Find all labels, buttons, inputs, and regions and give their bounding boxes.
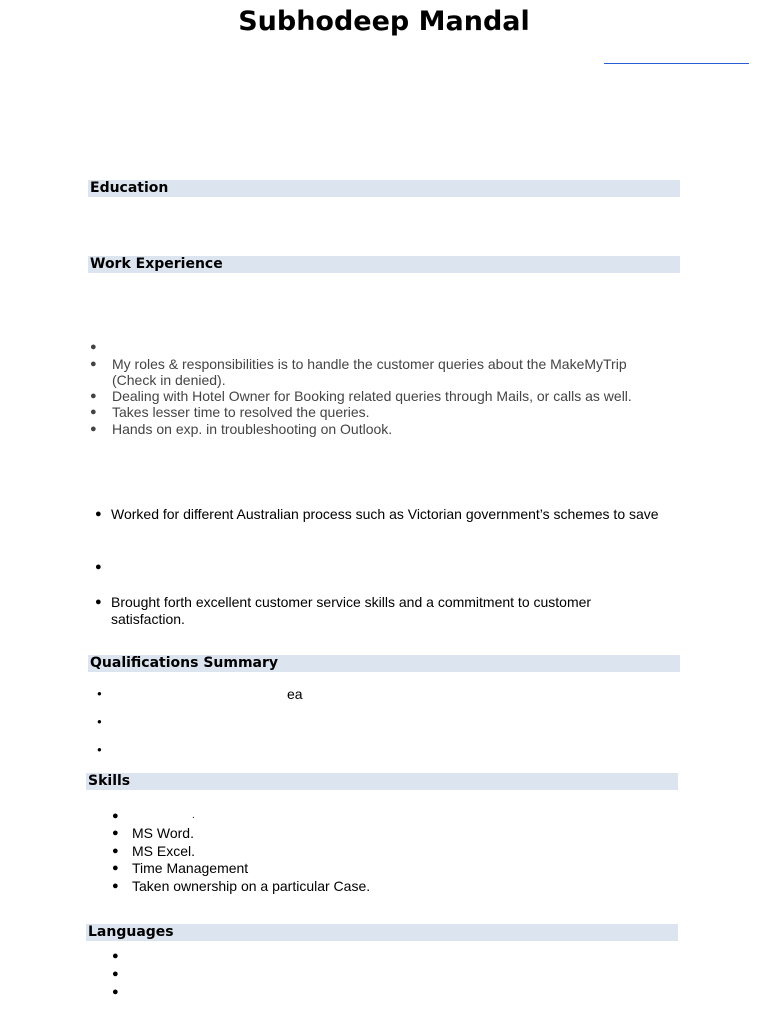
bullet-icon: ● xyxy=(90,406,97,418)
bullet-icon: ● xyxy=(95,596,102,608)
section-heading-education: Education xyxy=(88,180,680,197)
bullet-icon: ● xyxy=(112,862,119,874)
bullet-icon: ● xyxy=(95,508,102,520)
resume-name: Subhodeep Mandal xyxy=(238,6,530,37)
bullet-icon: ● xyxy=(90,341,97,353)
bullet-icon: ● xyxy=(95,561,102,573)
bullet-icon: ● xyxy=(112,968,119,980)
bullet-icon: ● xyxy=(112,986,119,998)
bullet-icon: ● xyxy=(112,950,119,962)
bullet-icon: ● xyxy=(90,423,97,435)
section-heading-work-experience: Work Experience xyxy=(88,256,680,273)
section-heading-languages: Languages xyxy=(86,924,678,941)
bullet-icon: ● xyxy=(112,810,119,822)
bullet-icon: ● xyxy=(90,358,97,370)
bullet-icon: ● xyxy=(97,689,102,698)
bullet-icon: ● xyxy=(112,845,119,857)
bullet-icon: ● xyxy=(97,717,102,726)
section-heading-skills: Skills xyxy=(86,773,678,790)
email-link-underline[interactable] xyxy=(604,63,749,64)
section-heading-qualifications: Qualifications Summary xyxy=(88,655,680,672)
bullet-icon: ● xyxy=(112,880,119,892)
bullet-icon: ● xyxy=(90,390,97,402)
bullet-icon: ● xyxy=(97,745,102,754)
bullet-icon: ● xyxy=(112,827,119,839)
